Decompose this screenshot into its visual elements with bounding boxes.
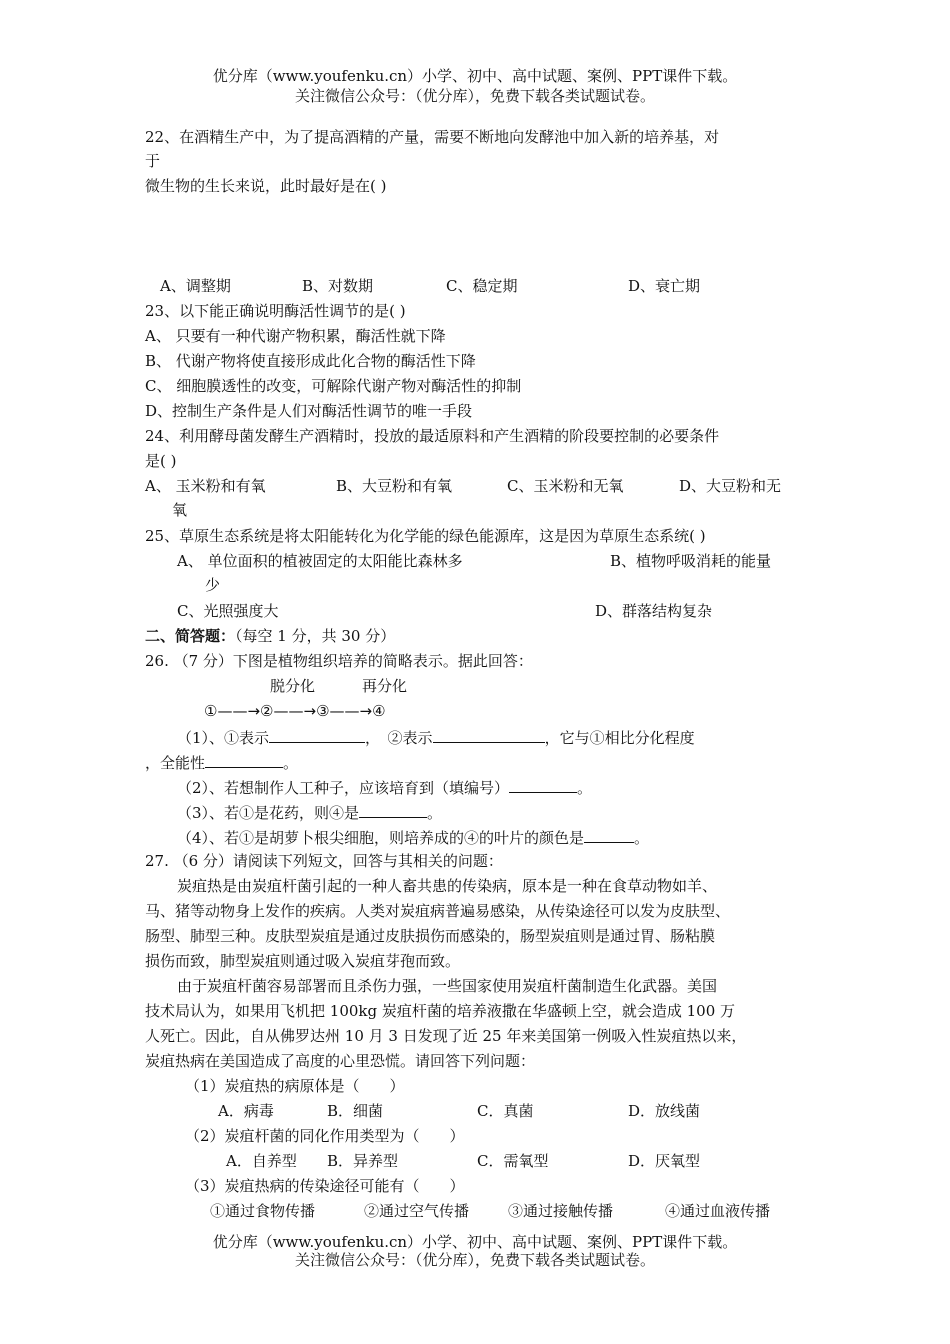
answer-blank[interactable] xyxy=(205,751,283,768)
q27-sub-1-option-c: C．真菌 xyxy=(477,1102,534,1120)
arrow-icon: ——→ xyxy=(273,702,317,720)
q23-stem: 23、以下能正确说明酶活性调节的是( ) xyxy=(145,302,406,320)
flow-step-1: ① xyxy=(204,702,218,720)
q26-sub-2-text: （2）、若想制作人工种子，应该培育到（填编号） xyxy=(177,779,510,797)
q24-stem-line-2: 是( ) xyxy=(145,452,177,470)
q22-stem-line-2: 微生物的生长来说，此时最好是在( ) xyxy=(145,177,387,195)
q26-sub-1-cont xyxy=(145,751,298,773)
section-2-heading xyxy=(145,626,395,646)
q22-option-a: A、调整期 xyxy=(160,277,231,295)
q26-sub-1-part-b: ， ②表示 xyxy=(365,729,433,747)
q26-sub-3-text: （3）、若①是花药，则④是 xyxy=(177,804,360,822)
q27-sub-3-option-3: ③通过接触传播 xyxy=(508,1202,614,1220)
q27-sub-1-option-b: B．细菌 xyxy=(327,1102,384,1120)
q26-sub-1-part-e: 。 xyxy=(283,754,299,772)
q24-option-b: B、大豆粉和有氧 xyxy=(336,477,453,495)
q24-option-c: C、玉米粉和无氧 xyxy=(507,477,624,495)
q22-stem-line-1b: 于 xyxy=(145,152,161,170)
q27-paragraph-2-line: 技术局认为，如果用飞机把 100kg 炭疽杆菌的培养液撒在华盛顿上空，就会造成 100 万 xyxy=(145,1002,736,1020)
q27-sub-3-option-1: ①通过食物传播 xyxy=(210,1202,316,1220)
q27-sub-2-option-d: D．厌氧型 xyxy=(628,1152,701,1170)
label-redifferentiation: 再分化 xyxy=(362,677,408,695)
label-dedifferentiation: 脱分化 xyxy=(270,677,316,695)
header-line-2: 关注微信公众号：（优分库），免费下载各类试题试卷。 xyxy=(294,87,655,105)
q27-paragraph-1-line: 马、猪等动物身上发作的疾病。人类对炭疽病普遍易感染，从传染途径可以发为皮肤型、 xyxy=(145,902,731,920)
q25-option-a: A、 单位面积的植被固定的太阳能比森林多 xyxy=(177,552,463,570)
q27-paragraph-2-line: 人死亡。因此，自从佛罗达州 10 月 3 日发现了近 25 年来美国第一例吸入性炭疽热以来， xyxy=(145,1027,747,1045)
header-line-1: 优分库（www.youfenku.cn）小学、初中、高中试题、案例、PPT课件下载。 xyxy=(212,67,738,85)
q27-sub-1-option-d: D．放线菌 xyxy=(628,1102,701,1120)
q27-paragraph-1-line: 炭疽热是由炭疽杆菌引起的一种人畜共患的传染病，原本是一种在食草动物如羊、 xyxy=(177,877,718,895)
q24-option-d: D、大豆粉和无 xyxy=(679,477,782,495)
q27-sub-1: （1）炭疽热的病原体是（ ） xyxy=(185,1077,405,1095)
q26-sub-4 xyxy=(177,826,649,848)
q27-sub-3: （3）炭疽热病的传染途径可能有（ ） xyxy=(185,1177,465,1195)
q22-option-d: D、衰亡期 xyxy=(628,277,701,295)
q27-paragraph-2-line: 炭疽热病在美国造成了高度的心里恐慌。请回答下列问题： xyxy=(145,1052,536,1070)
flow-step-2: ② xyxy=(260,702,274,720)
q26-sub-1-part-d: ，全能性 xyxy=(145,754,206,772)
q26-sub-1-part-c: ，它与①相比分化程度 xyxy=(544,729,695,747)
q27-sub-3-option-4: ④通过血液传播 xyxy=(665,1202,771,1220)
answer-blank[interactable] xyxy=(433,726,545,743)
q27-sub-3-option-2: ②通过空气传播 xyxy=(364,1202,470,1220)
arrow-icon: ——→ xyxy=(217,702,261,720)
q24-stem-line-1: 24、利用酵母菌发酵生产酒精时，投放的最适原料和产生酒精的阶段要控制的必要条件 xyxy=(145,427,720,445)
arrow-icon: ——→ xyxy=(329,702,373,720)
q26-sub-1 xyxy=(177,726,695,748)
answer-blank[interactable] xyxy=(509,776,577,793)
q23-option-c: C、 细胞膜透性的改变，可解除代谢产物对酶活性的抑制 xyxy=(145,377,522,395)
footer-line-1: 优分库（www.youfenku.cn）小学、初中、高中试题、案例、PPT课件下载。 xyxy=(212,1233,738,1251)
q26-sub-3 xyxy=(177,801,442,823)
q25-option-b-wrap: 少 xyxy=(205,576,221,594)
q26-sub-4-period: 。 xyxy=(634,829,650,847)
q24-option-d-wrap: 氧 xyxy=(172,501,188,519)
q22-option-b: B、对数期 xyxy=(302,277,374,295)
q27-sub-2-option-b: B．异养型 xyxy=(327,1152,399,1170)
q26-sub-1-part-a: （1）、①表示 xyxy=(177,729,270,747)
culture-flow-diagram xyxy=(204,701,386,721)
q25-stem: 25、草原生态系统是将太阳能转化为化学能的绿色能源库，这是因为草原生态系统( ) xyxy=(145,527,706,545)
q27-sub-1-option-a: A．病毒 xyxy=(218,1102,274,1120)
section-2-note: （每空 1 分，共 30 分） xyxy=(235,627,396,645)
q27-sub-2: （2）炭疽杆菌的同化作用类型为（ ） xyxy=(185,1127,465,1145)
q23-option-a: A、 只要有一种代谢产物积累，酶活性就下降 xyxy=(145,327,446,345)
q27-paragraph-1-line: 肠型、肺型三种。皮肤型炭疽是通过皮肤损伤而感染的，肠型炭疽则是通过胃、肠粘膜 xyxy=(145,927,716,945)
q26-sub-3-period: 。 xyxy=(427,804,443,822)
q26-sub-2-period: 。 xyxy=(577,779,593,797)
q23-option-b: B、 代谢产物将使直接形成此化合物的酶活性下降 xyxy=(145,352,476,370)
section-2-title: 二、简答题： xyxy=(145,627,236,645)
q27-sub-2-option-c: C．需氧型 xyxy=(477,1152,549,1170)
q25-option-c: C、光照强度大 xyxy=(177,602,279,620)
q25-option-b: B、植物呼吸消耗的能量 xyxy=(610,552,772,570)
q26-stem: 26. （7 分）下图是植物组织培养的简略表示。据此回答： xyxy=(145,652,533,670)
answer-blank[interactable] xyxy=(584,826,634,843)
q24-option-a: A、 玉米粉和有氧 xyxy=(145,477,266,495)
footer-line-2: 关注微信公众号：（优分库），免费下载各类试题试卷。 xyxy=(294,1251,655,1269)
flow-step-3: ③ xyxy=(316,702,330,720)
q26-sub-2 xyxy=(177,776,592,798)
q27-stem: 27. （6 分）请阅读下列短文，回答与其相关的问题： xyxy=(145,852,503,870)
q26-sub-4-text: （4）、若①是胡萝卜根尖细胞，则培养成的④的叶片的颜色是 xyxy=(177,829,585,847)
answer-blank[interactable] xyxy=(269,726,365,743)
q23-option-d: D、控制生产条件是人们对酶活性调节的唯一手段 xyxy=(145,402,473,420)
q27-sub-2-option-a: A．自养型 xyxy=(226,1152,297,1170)
q22-option-c: C、稳定期 xyxy=(446,277,518,295)
q25-option-d: D、群落结构复杂 xyxy=(595,602,713,620)
answer-blank[interactable] xyxy=(359,801,427,818)
q22-stem-line-1: 22、在酒精生产中，为了提高酒精的产量，需要不断地向发酵池中加入新的培养基，对 xyxy=(145,128,720,146)
q27-paragraph-2-line: 由于炭疽杆菌容易部署而且杀伤力强，一些国家使用炭疽杆菌制造生化武器。美国 xyxy=(177,977,718,995)
q27-paragraph-1-line: 损伤而致，肺型炭疽则通过吸入炭疽芽孢而致。 xyxy=(145,952,461,970)
flow-step-4: ④ xyxy=(372,702,386,720)
